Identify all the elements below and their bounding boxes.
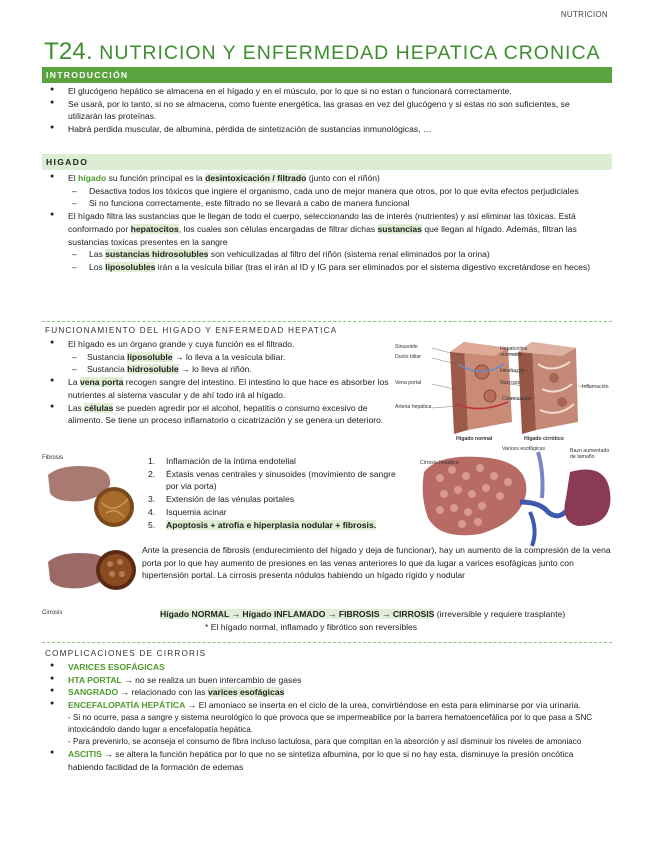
intro-list xyxy=(44,85,604,136)
label-sinusoide: Sinusoide xyxy=(395,344,418,350)
text: Sustancia xyxy=(87,351,128,362)
list-item xyxy=(148,493,398,506)
term-ascitis: ASCITIS xyxy=(68,748,102,759)
text: se pueden agredir por el alcohol, hepatitis o consumo excesivo de alimento. Se tiene un proceso inflamatorio o cicatrización y se genera un deterioro. xyxy=(68,402,384,426)
funcionamiento-list xyxy=(44,338,389,427)
text: → lo lleva a la vesícula biliar. xyxy=(172,351,286,362)
list-item: ● El glucógeno hepático se almacena en el hígado y en el músculo, por lo que si no estan o funcionará correctamente. xyxy=(44,85,604,98)
label-hinchazon: Hinchazón xyxy=(500,368,525,374)
list-item xyxy=(148,519,398,532)
label-varices: Varices esofágicas xyxy=(502,446,546,452)
list-item xyxy=(44,674,600,687)
step-number: 1. xyxy=(148,456,156,466)
label-ducto-biliar: Ducto biliar xyxy=(395,354,421,360)
list-item xyxy=(44,210,600,248)
text: su función principal es la xyxy=(106,173,206,183)
step-text: Apoptosis + atrofia e hiperplasia nodular + fibrosis. xyxy=(166,519,377,530)
note-line: - Para prevenirlo, se aconseja el consumo de fibra incluso lactulosa, para que compitan en la absorción y así disminuir los niveles de amoniaco xyxy=(68,736,582,746)
higado-heading: HIGADO xyxy=(42,154,612,170)
step-number: 5. xyxy=(148,519,156,530)
page-title xyxy=(44,34,614,70)
list-item xyxy=(44,363,389,376)
list-item xyxy=(44,748,600,773)
list-item: – Si no funciona correctamente, este filtrado no se llevará a cabo de manera funcional xyxy=(44,197,600,210)
text: irán a la vesícula biliar (tras el irán al ID y IG para ser eliminados por el sistema digestivo excretándose en heces) xyxy=(155,262,591,273)
list-item xyxy=(44,661,600,674)
text: Las xyxy=(68,402,85,413)
text: El hígado filtra las sustancias que le llegan de todo el cuerpo, seleccionando las de interés (nutrientes) y así eliminar las tóxicas. Está conformado por xyxy=(68,211,576,234)
term-hidrosolubles: sustancias hidrosolubles xyxy=(105,249,209,260)
list-item: ● Se usará, por lo tanto, si no se almacena, como fuente energética, las grasas en vez del glucógeno y si estas no son suficientes, se utilizarán las proteínas. xyxy=(44,98,604,123)
term-sangrado: SANGRADO xyxy=(68,687,119,698)
caption-cirrotic: Hígado cirrótico xyxy=(524,436,564,442)
list-item xyxy=(148,506,398,519)
text: Los xyxy=(89,262,106,273)
text: que llegan al hígado. Además, filtran las sustancias toxicas presentes en la sangre xyxy=(68,223,577,247)
section-label: NUTRICION xyxy=(560,10,608,19)
reversible-note: * El hígado normal, inflamado y fibrótico son reversibles xyxy=(205,622,418,632)
title-code: T24. xyxy=(44,38,93,65)
list-item: – Desactiva todos los tóxicos que ingiere el organismo, cada uno de mejor manera que otros, por lo que evita efectos perjudiciales xyxy=(44,185,600,198)
label-fibrosis: Fibrosis xyxy=(42,455,64,461)
step-number: 4. xyxy=(148,506,156,517)
term-desintoxicacion: desintoxicación / filtrado xyxy=(205,173,307,183)
term-higado: hígado xyxy=(78,173,107,183)
funcionamiento-heading: FUNCIONAMIENTO DEL HIGADO Y ENFERMEDAD HEPATICA xyxy=(45,326,338,335)
term-hta-portal: HTA PORTAL xyxy=(68,674,122,685)
intro-heading: INTRODUCCIÓN xyxy=(42,67,612,83)
progression-bold: Hígado NORMAL → Hígado INFLAMADO → FIBROSIS → CIRROSIS xyxy=(160,609,435,619)
list-item xyxy=(44,686,600,699)
text: → lo lleva al riñón. xyxy=(178,364,252,375)
term-sustancias: sustancias xyxy=(377,223,422,234)
step-number: 3. xyxy=(148,494,156,505)
text: → se altera la función hepática por lo que no se sintetiza albumina, por lo que si no hay esta, disminuye la presión oncótica habiendo facilidad de la formación de edemas xyxy=(68,748,574,772)
progression-line xyxy=(160,608,610,621)
label-inflamacion: Inflamación xyxy=(582,384,609,390)
list-item xyxy=(148,455,398,468)
label-cirrosis: Cirrosis xyxy=(42,610,63,616)
fibrosis-illustration xyxy=(42,455,137,535)
cirrhosis-illustration xyxy=(420,442,615,554)
term-vena-porta: vena porta xyxy=(79,377,124,388)
label-vena-portal: Vena portal xyxy=(395,380,422,386)
term-liposolubles: liposolubles xyxy=(105,262,156,273)
text: , los cuales son células encargadas de filtrar dichas xyxy=(178,223,378,234)
list-item: ● El hígado es un órgano grande y cuya función es el filtrado. xyxy=(44,338,389,351)
label-cicatrizacion: Cicatrización xyxy=(502,396,532,402)
text: (junto con el riñón) xyxy=(306,173,380,183)
caption-normal: Hígado normal xyxy=(456,436,493,442)
text: → El amoniaco se inserta en el ciclo de la urea, convirtiéndose en esta para eliminarse por vía urinaria. xyxy=(185,700,581,711)
complicaciones-heading: COMPLICACIONES DE CIRRORIS xyxy=(45,649,207,658)
text: Sustancia xyxy=(87,364,128,375)
step-text: Inflamación de la íntima endotelial xyxy=(166,456,296,466)
label-arteria-hepatica: Arteria hepática xyxy=(395,404,432,410)
term-varices: VARICES ESOFÁGICAS xyxy=(68,662,165,672)
text: → no se realiza un buen intercambio de gases xyxy=(121,674,302,685)
label-bazo: Bazo aumentado de tamaño xyxy=(570,448,610,461)
list-item xyxy=(44,376,389,401)
label-hepatocitos: Hepatocitos normales xyxy=(500,346,528,359)
list-item xyxy=(44,351,389,364)
text: El xyxy=(68,173,79,183)
text: recogen sangre del intestino. El intestino lo que hace es absorber los nutrientes al sistema vascular y de ahí todo irá al hígado. xyxy=(68,377,389,400)
fibrosis-paragraph: Ante la presencia de fibrosis (endurecimiento del hígado y deja de funcionar), hay un aumento de la compresión de la vena porta por lo que hay aumento de presiones en las venas anteriores lo que da lugar a varices esofágicas junto con hipertensión portal. La cirrosis presenta nódulos habiendo un hígado rígido y nodular xyxy=(142,545,611,581)
term-celulas: células xyxy=(84,402,114,413)
steps-list xyxy=(148,455,398,531)
text: La xyxy=(68,377,80,388)
step-number: 2. xyxy=(148,468,156,479)
text: → relacionado con las xyxy=(118,687,208,698)
step-text: Éxtasis venas centrales y sinusoides (movimiento de sangre por via porta) xyxy=(166,468,396,492)
term-hidrosoluble: hidrosoluble xyxy=(127,364,179,375)
text: Las xyxy=(89,249,106,260)
list-item xyxy=(148,468,398,493)
term-liposoluble: liposoluble xyxy=(127,351,173,362)
text: son vehiculizadas al filtro del riñón (sistema renal eliminados por la orina) xyxy=(208,249,490,260)
list-item xyxy=(44,699,600,748)
step-text: Extensión de las vénulas portales xyxy=(166,494,295,505)
liver-lobule-illustration xyxy=(392,334,617,444)
progression-rest: (irreversible y requiere trasplante) xyxy=(434,609,566,619)
list-item xyxy=(44,402,389,427)
term-varices-esofagicas: varices esofágicas xyxy=(207,687,285,698)
list-item xyxy=(44,261,600,274)
divider xyxy=(42,321,612,322)
label-necrosis: Nacrosis xyxy=(500,380,521,386)
list-item: ● Habrá perdida muscular, de albumina, pérdida de sintetización de sustancias inmunológicas, … xyxy=(44,123,604,136)
term-hepatocitos: hepatocitos xyxy=(130,223,179,234)
list-item xyxy=(44,248,600,261)
label-cirrosis-hepatica: Cirrosis hepática xyxy=(420,460,459,466)
complicaciones-list xyxy=(44,661,600,773)
title-text: NUTRICION Y ENFERMEDAD HEPATICA CRONICA xyxy=(99,42,601,64)
note-line: - Si no ocurre, pasa a sangre y sistema neurológico lo que provoca que se impermeabilice por la barrera hematoencefálica por lo que pasa a SNC intoxicándolo dando lugar a encefalopatía hepática. xyxy=(68,712,593,734)
list-item xyxy=(44,172,600,185)
cirrosis-illustration-small xyxy=(42,540,137,622)
step-text: Isquemia acinar xyxy=(166,506,227,517)
term-encefalopatia: ENCEFALOPATÍA HEPÁTICA xyxy=(68,700,186,711)
higado-list xyxy=(44,172,600,274)
divider xyxy=(42,642,612,643)
